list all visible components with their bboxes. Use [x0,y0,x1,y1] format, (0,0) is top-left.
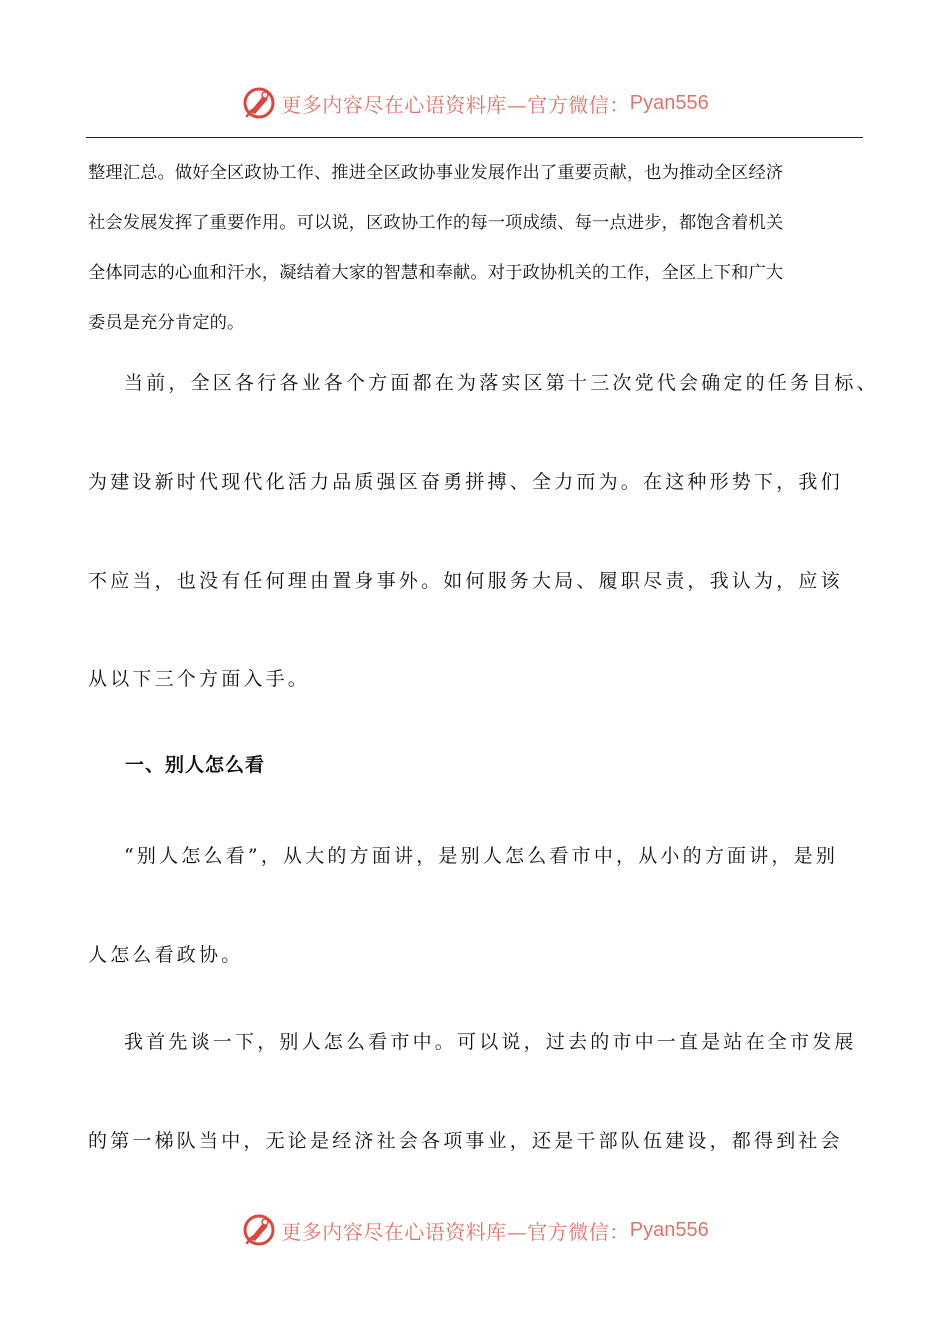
paragraph-line: 为建设新时代现代化活力品质强区奋勇拼搏、全力而为。在这种形势下，我们 [88,471,843,493]
paragraph-line: 我首先谈一下，别人怎么看市中。可以说，过去的市中一直是站在全市发展 [124,1031,857,1053]
paragraph-line: 委员是充分肯定的。 [88,313,245,333]
continuation-paragraph [88,148,866,348]
banner-wechat-id: Pyan556 [629,91,709,114]
banner-wechat-id: Pyan556 [629,1218,709,1241]
paragraph-line: “别人怎么看”，从大的方面讲，是别人怎么看市中，从小的方面讲，是别 [124,845,839,867]
banner-text: 更多内容尽在心语资料库—官方微信： [281,92,630,117]
paragraph-line: 全体同志的心血和汗水，凝结着大家的智慧和奉献。对于政协机关的工作，全区上下和广大 [88,263,784,283]
paragraph-line: 人怎么看政协。 [88,944,244,966]
section-heading: 一、别人怎么看 [125,754,266,776]
paragraph-line: 的第一梯队当中，无论是经济社会各项事业，还是干部队伍建设，都得到社会 [88,1130,843,1152]
paragraph-line: 不应当，也没有任何理由置身事外。如何服务大局、履职尽责，我认为，应该 [88,570,843,592]
banner-text: 更多内容尽在心语资料库—官方微信： [281,1219,630,1244]
paragraph-line: 当前，全区各行各业各个方面都在为落实区第十三次党代会确定的任务目标、 [124,372,879,394]
paragraph-line: 整理汇总。做好全区政协工作、推进全区政协事业发展作出了重要贡献，也为推动全区经济 [88,163,784,183]
paragraph-line: 从以下三个方面入手。 [88,668,311,690]
header-divider [86,137,863,138]
footer-banner [0,1210,950,1250]
pen-nib-logo-icon [241,85,277,121]
pen-nib-logo-icon [241,1212,277,1248]
header-banner [0,83,950,123]
paragraph-line: 社会发展发挥了重要作用。可以说，区政协工作的每一项成绩、每一点进步，都饱含着机关 [88,213,784,233]
